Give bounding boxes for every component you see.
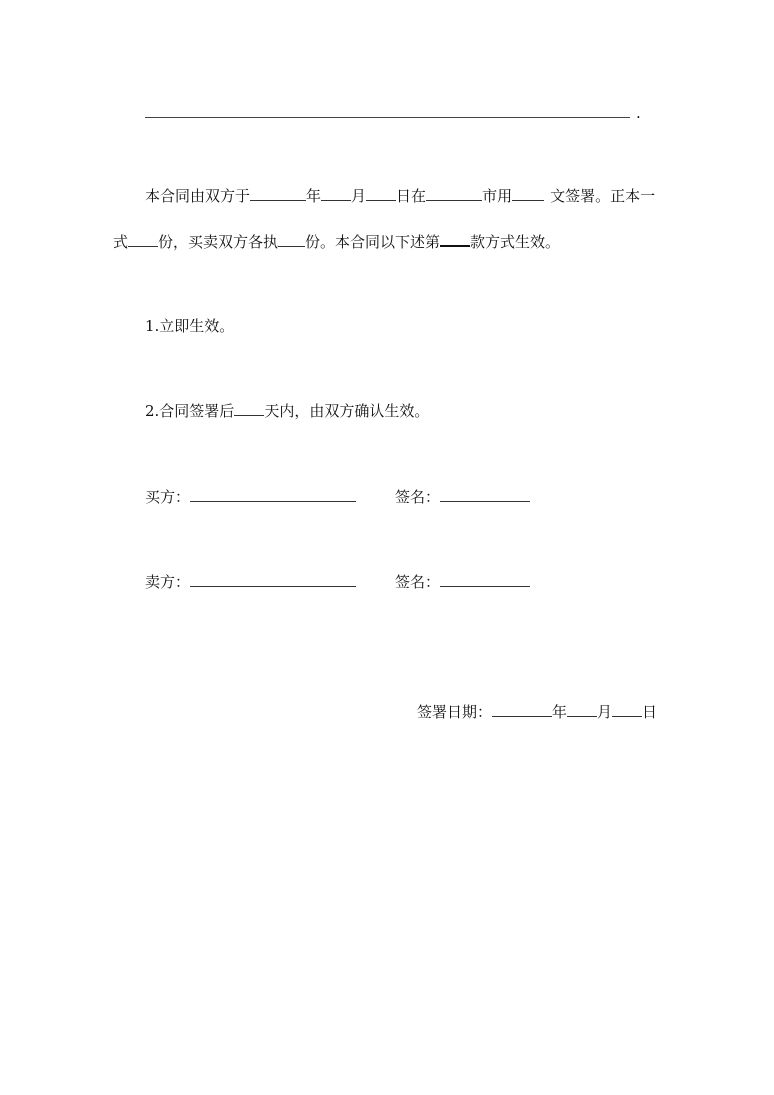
para1-text-copies: 份，买卖双方各执: [158, 233, 279, 251]
signing-day-blank: [612, 702, 642, 717]
days-blank: [234, 401, 264, 416]
para1-text-clause: 份。本合同以下述第: [305, 233, 441, 251]
para1-text-a: 本合同由双方于: [145, 187, 251, 205]
signing-date-row: [417, 702, 657, 722]
para1-text-form: 式: [113, 233, 129, 251]
city-blank: [426, 186, 482, 201]
seller-sign-blank: [440, 572, 530, 587]
language-blank: [512, 186, 544, 201]
seller-sign-label: 签名：: [395, 573, 441, 591]
signing-day-label: 日: [642, 703, 658, 721]
para1-text-month: 月: [351, 187, 367, 205]
para1-text-city: 市用: [482, 187, 513, 205]
seller-row: [145, 572, 356, 592]
top-end-mark: .: [636, 104, 641, 122]
buyer-sign-label: 签名：: [395, 488, 441, 506]
clause-2-text-b: 天内，由双方确认生效。: [264, 402, 430, 420]
buyer-row: [145, 487, 356, 507]
buyer-name-blank: [190, 487, 356, 502]
copies-blank: [128, 232, 158, 247]
clause-2-text-a: 2.合同签署后: [145, 402, 235, 420]
seller-label: 卖方：: [145, 573, 191, 591]
signing-date-label: 签署日期：: [417, 703, 493, 721]
para1-text-day: 日在: [396, 187, 427, 205]
seller-name-blank: [190, 572, 356, 587]
para1-text-year: 年: [306, 187, 322, 205]
signing-year-label: 年: [552, 703, 568, 721]
buyer-label: 买方：: [145, 488, 191, 506]
signing-month-blank: [567, 702, 597, 717]
each-copies-blank: [278, 232, 305, 247]
top-blank-line: [145, 117, 630, 118]
year-blank: [250, 186, 306, 201]
seller-sign-row: [395, 572, 530, 592]
para1-text-effect: 款方式生效。: [470, 233, 561, 251]
buyer-sign-blank: [440, 487, 530, 502]
para1-line1: [145, 186, 655, 206]
signing-month-label: 月: [597, 703, 613, 721]
clause-1: 1.立即生效。: [145, 317, 235, 335]
clause-number-blank: [440, 231, 470, 247]
month-blank: [321, 186, 351, 201]
para1-text-sign: 文签署。正本一: [550, 187, 656, 205]
clause-2: [145, 401, 429, 421]
para1-line2: [113, 231, 560, 252]
buyer-sign-row: [395, 487, 530, 507]
day-blank: [366, 186, 396, 201]
signing-year-blank: [492, 702, 552, 717]
